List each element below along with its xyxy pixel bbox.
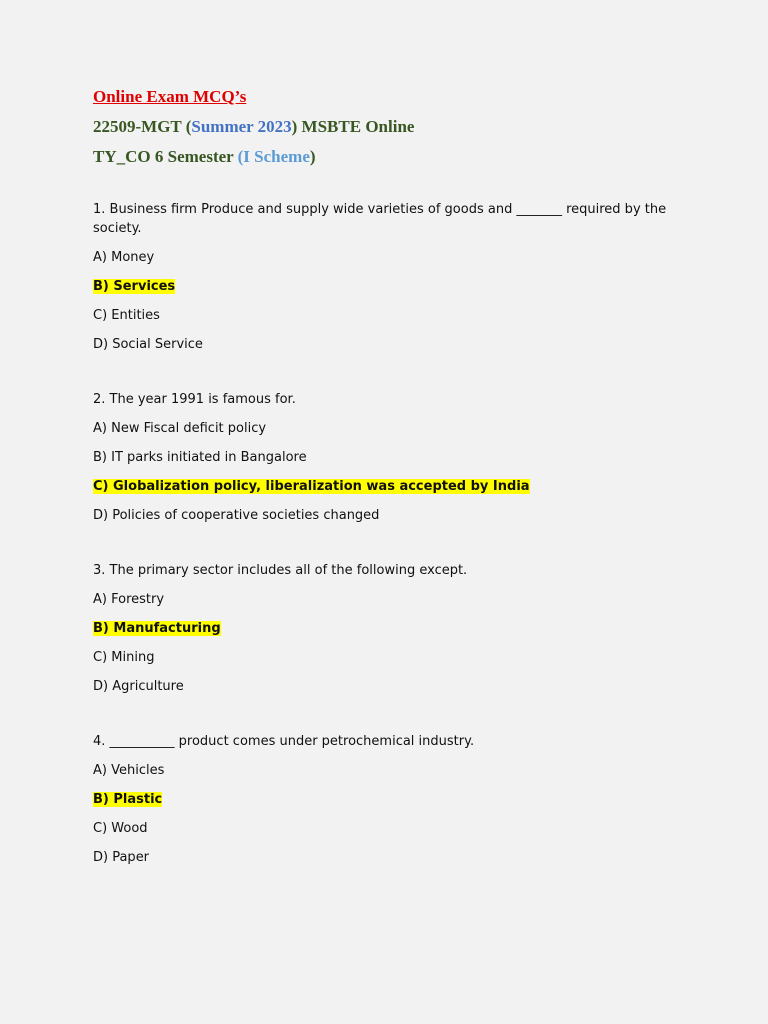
answer-option <box>93 248 693 267</box>
scheme-close: ) <box>309 147 316 166</box>
question-block <box>93 200 693 354</box>
correct-answer-option <box>93 477 693 496</box>
option-label: B) Manufacturing <box>93 621 221 636</box>
question-block <box>93 390 693 525</box>
option-label: D) Policies of cooperative societies changed <box>93 508 380 523</box>
semester-line <box>93 146 693 168</box>
option-label: B) Plastic <box>93 792 163 807</box>
correct-answer-option <box>93 790 693 809</box>
answer-option <box>93 761 693 780</box>
option-label: A) Forestry <box>93 592 165 607</box>
question-text: 3. The primary sector includes all of the following except. <box>93 563 468 578</box>
document-page <box>93 86 693 877</box>
scheme-label: (I Scheme <box>237 147 310 166</box>
answer-option <box>93 448 693 467</box>
option-label: C) Mining <box>93 650 155 665</box>
answer-option <box>93 419 693 438</box>
exam-board: ) MSBTE Online <box>291 117 415 136</box>
question-text: 2. The year 1991 is famous for. <box>93 392 296 407</box>
answer-option <box>93 306 693 325</box>
option-label: D) Agriculture <box>93 679 184 694</box>
semester-label: TY_CO 6 Semester <box>93 147 238 166</box>
correct-answer-option <box>93 277 693 296</box>
option-label: D) Social Service <box>93 337 203 352</box>
answer-option <box>93 335 693 354</box>
exam-session: Summer 2023 <box>191 117 292 136</box>
answer-option <box>93 819 693 838</box>
course-code-line <box>93 116 693 138</box>
document-title: Online Exam MCQ’s <box>93 87 247 106</box>
option-label: A) New Fiscal deficit policy <box>93 421 267 436</box>
option-label: D) Paper <box>93 850 150 865</box>
question-block <box>93 561 693 696</box>
correct-answer-option <box>93 619 693 638</box>
answer-option <box>93 648 693 667</box>
option-label: C) Entities <box>93 308 160 323</box>
option-label: C) Globalization policy, liberalization was accepted by India <box>93 479 530 494</box>
answer-option <box>93 506 693 525</box>
option-label: B) IT parks initiated in Bangalore <box>93 450 307 465</box>
option-label: B) Services <box>93 279 176 294</box>
option-label: C) Wood <box>93 821 148 836</box>
answer-option <box>93 677 693 696</box>
question-block <box>93 732 693 867</box>
question-text: 4. __________ product comes under petrochemical industry. <box>93 734 475 749</box>
answer-option <box>93 848 693 867</box>
question-list <box>93 200 693 867</box>
option-label: A) Money <box>93 250 155 265</box>
course-code: 22509-MGT ( <box>93 117 192 136</box>
question-text: 1. Business firm Produce and supply wide varieties of goods and _______ required by the society. <box>93 202 667 236</box>
option-label: A) Vehicles <box>93 763 165 778</box>
answer-option <box>93 590 693 609</box>
